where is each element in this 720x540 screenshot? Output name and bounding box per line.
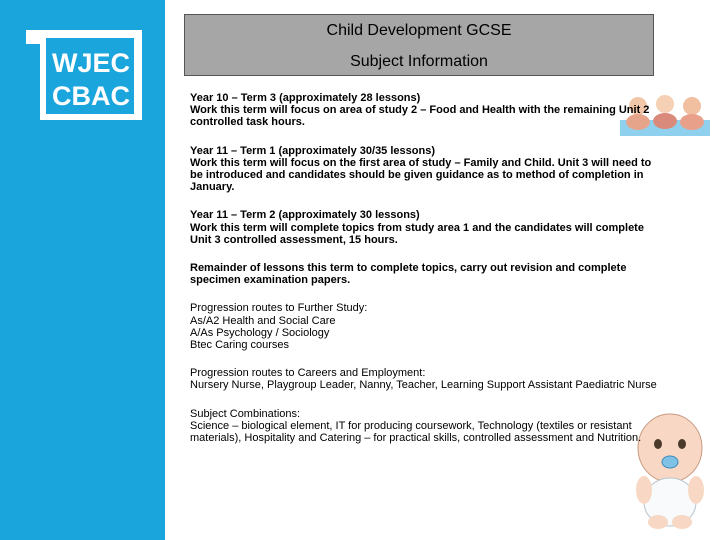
page-subtitle: Subject Information [350, 53, 488, 70]
section-body: Work this term will focus on area of study 2 – Food and Health with the remaining Unit 2 controlled task hours. [190, 104, 650, 129]
section-body: Nursery Nurse, Playgroup Leader, Nanny, Teacher, Learning Support Assistant Paediatric Nurse [190, 379, 657, 392]
progression-careers [190, 367, 658, 391]
section-heading: Year 11 – Term 2 (approximately 30 lessons) [190, 209, 420, 222]
section-remainder [190, 262, 658, 286]
title-box [184, 14, 654, 76]
logo-line2: CBAC [52, 81, 130, 111]
section-body: Remainder of lessons this term to complete topics, carry out revision and complete specimen examination papers. [190, 262, 627, 287]
page-title: Child Development GCSE [326, 22, 512, 39]
progression-study [190, 302, 658, 351]
subject-info [190, 92, 658, 460]
section-y10-t3 [190, 92, 658, 129]
section-y11-t2 [190, 209, 658, 246]
subject-combinations [190, 408, 658, 445]
section-y11-t1 [190, 145, 658, 194]
list-item: Btec Caring courses [190, 339, 290, 352]
list-item: As/A2 Health and Social Care [190, 314, 336, 327]
section-heading: Progression routes to Careers and Employment: [190, 367, 426, 380]
wjec-cbac-logo [26, 30, 142, 120]
section-heading: Progression routes to Further Study: [190, 302, 368, 315]
list-item: A/As Psychology / Sociology [190, 326, 330, 339]
logo-line1: WJEC [52, 48, 131, 78]
section-body: Work this term will complete topics from study area 1 and the candidates will complete Unit 3 controlled assessment, 15 hours. [190, 221, 644, 246]
section-heading: Subject Combinations: [190, 407, 301, 420]
section-body: Science – biological element, IT for producing coursework, Technology (textiles or resistant materials), Hospitality and Catering – for practical skills, controlled assessment and Nutrition. [190, 419, 642, 445]
section-heading: Year 10 – Term 3 (approximately 28 lessons) [190, 92, 421, 104]
sidebar-panel [0, 0, 165, 540]
section-heading: Year 11 – Term 1 (approximately 30/35 lessons) [190, 144, 435, 157]
section-body: Work this term will focus on the first area of study – Family and Child. Unit 3 will need to be introduced and candidates should be given guidance as to method of completion in January. [190, 156, 652, 194]
